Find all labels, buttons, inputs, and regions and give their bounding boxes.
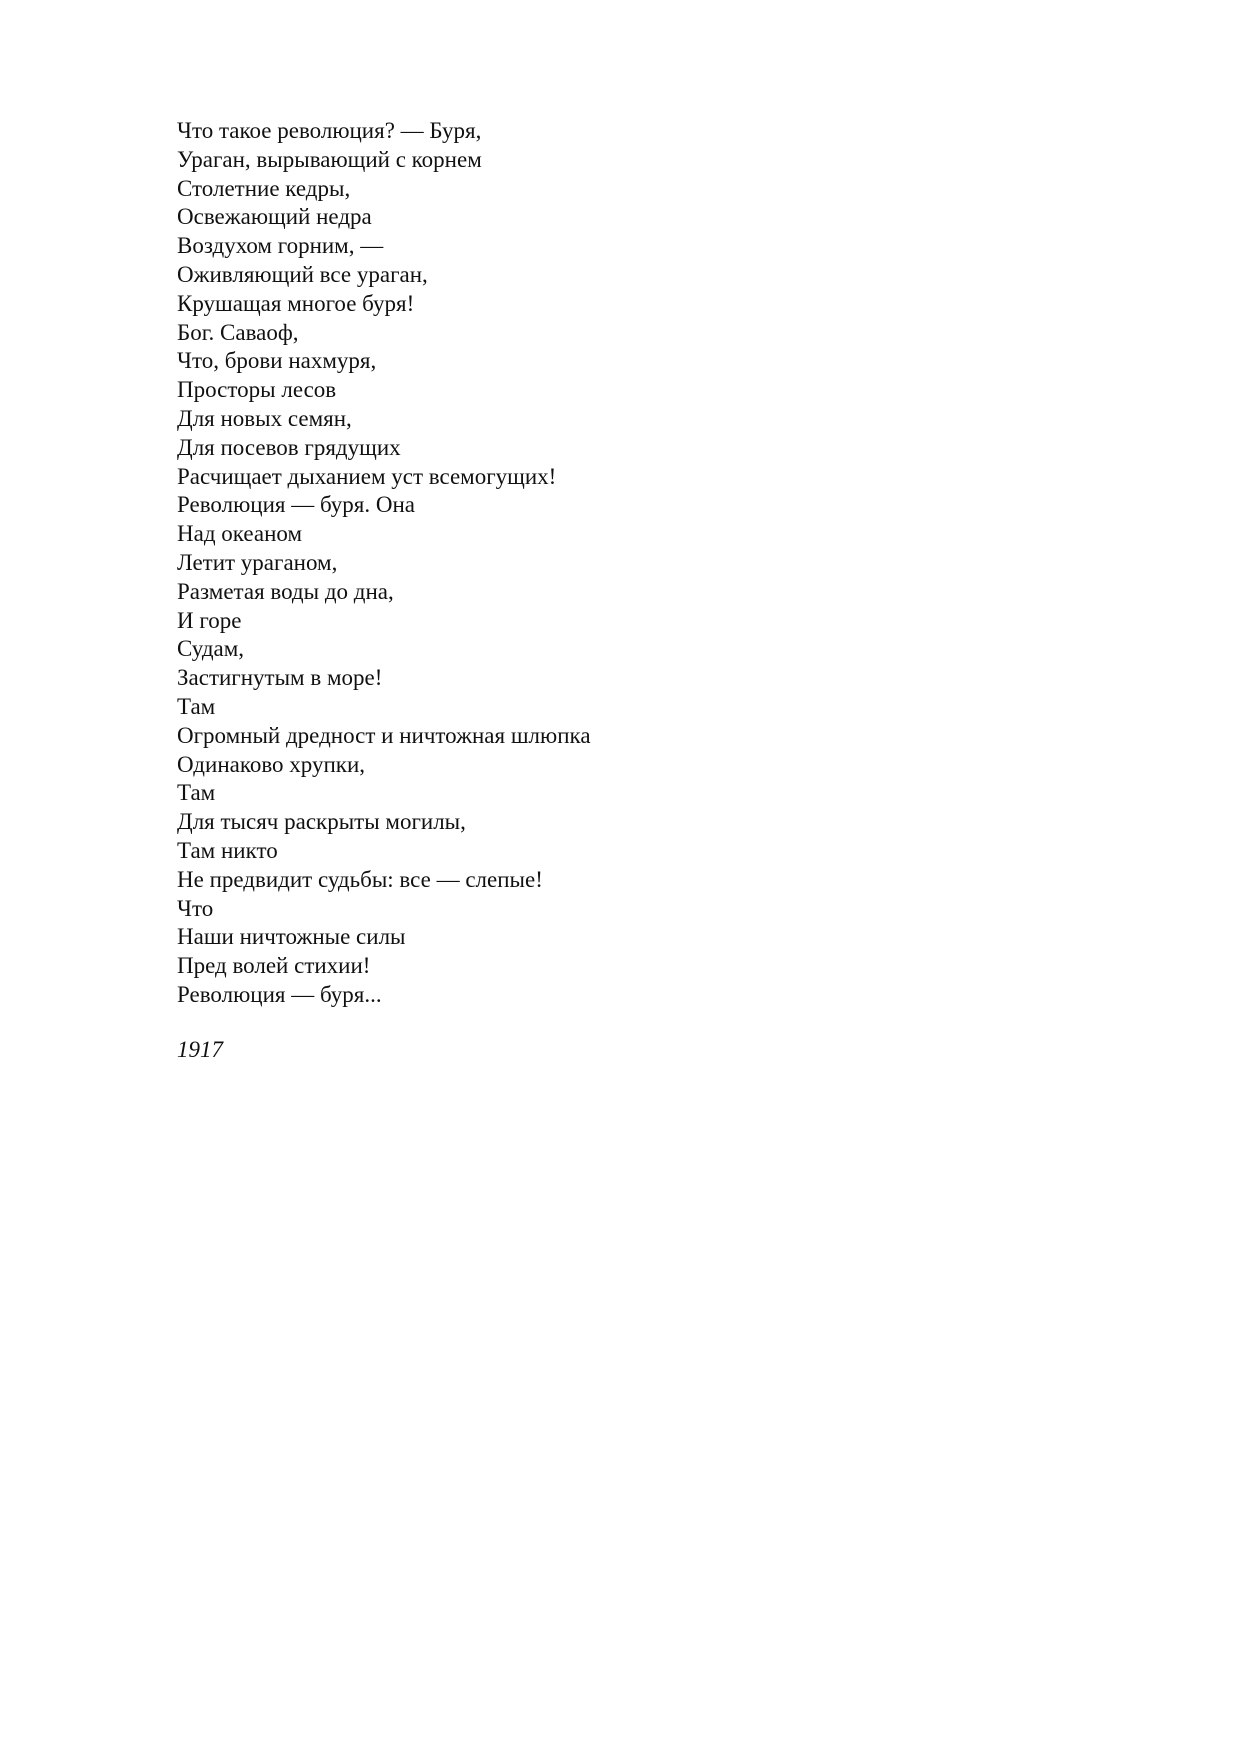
poem-line: Там	[177, 693, 216, 719]
poem-body	[177, 117, 591, 1010]
poem-line: Одинаково хрупки,	[177, 751, 366, 777]
poem-line: И горе	[177, 607, 242, 633]
poem-line: Что, брови нахмуря,	[177, 348, 377, 374]
poem-line: Пред волей стихии!	[177, 953, 371, 979]
poem-line: Для посевов грядущих	[177, 434, 401, 460]
poem-line: Разметая воды до дна,	[177, 578, 394, 604]
poem-line: Что	[177, 895, 214, 921]
poem-line: Над океаном	[177, 521, 302, 547]
poem-year: 1917	[177, 1037, 223, 1062]
poem-line: Огромный дредност и ничтожная шлюпка	[177, 722, 591, 748]
poem-line: Революция — буря...	[177, 981, 382, 1007]
poem-line: Для новых семян,	[177, 405, 352, 431]
poem-line: Расчищает дыханием уст всемогущих!	[177, 463, 557, 489]
poem-line: Воздухом горним, —	[177, 233, 384, 259]
poem-line: Там никто	[177, 837, 278, 863]
poem-line: Бог. Саваоф,	[177, 319, 299, 345]
poem-line: Революция — буря. Она	[177, 492, 415, 518]
poem-line: Просторы лесов	[177, 377, 337, 403]
poem-line: Что такое революция? — Буря,	[177, 118, 482, 143]
poem-line: Там	[177, 780, 216, 806]
poem-line: Наши ничтожные силы	[177, 924, 406, 950]
poem-line: Освежающий недра	[177, 204, 372, 230]
poem-line: Для тысяч раскрыты могилы,	[177, 809, 466, 835]
poem-line: Ураган, вырывающий с корнем	[177, 146, 482, 172]
poem-line: Оживляющий все ураган,	[177, 261, 428, 287]
poem-line: Застигнутым в море!	[177, 665, 383, 691]
poem-line: Летит ураганом,	[177, 549, 338, 575]
poem-line: Не предвидит судьбы: все — слепые!	[177, 866, 543, 892]
poem-line: Судам,	[177, 636, 245, 662]
poem-line: Крушащая многое буря!	[177, 290, 415, 316]
poem-line: Столетние кедры,	[177, 175, 351, 201]
